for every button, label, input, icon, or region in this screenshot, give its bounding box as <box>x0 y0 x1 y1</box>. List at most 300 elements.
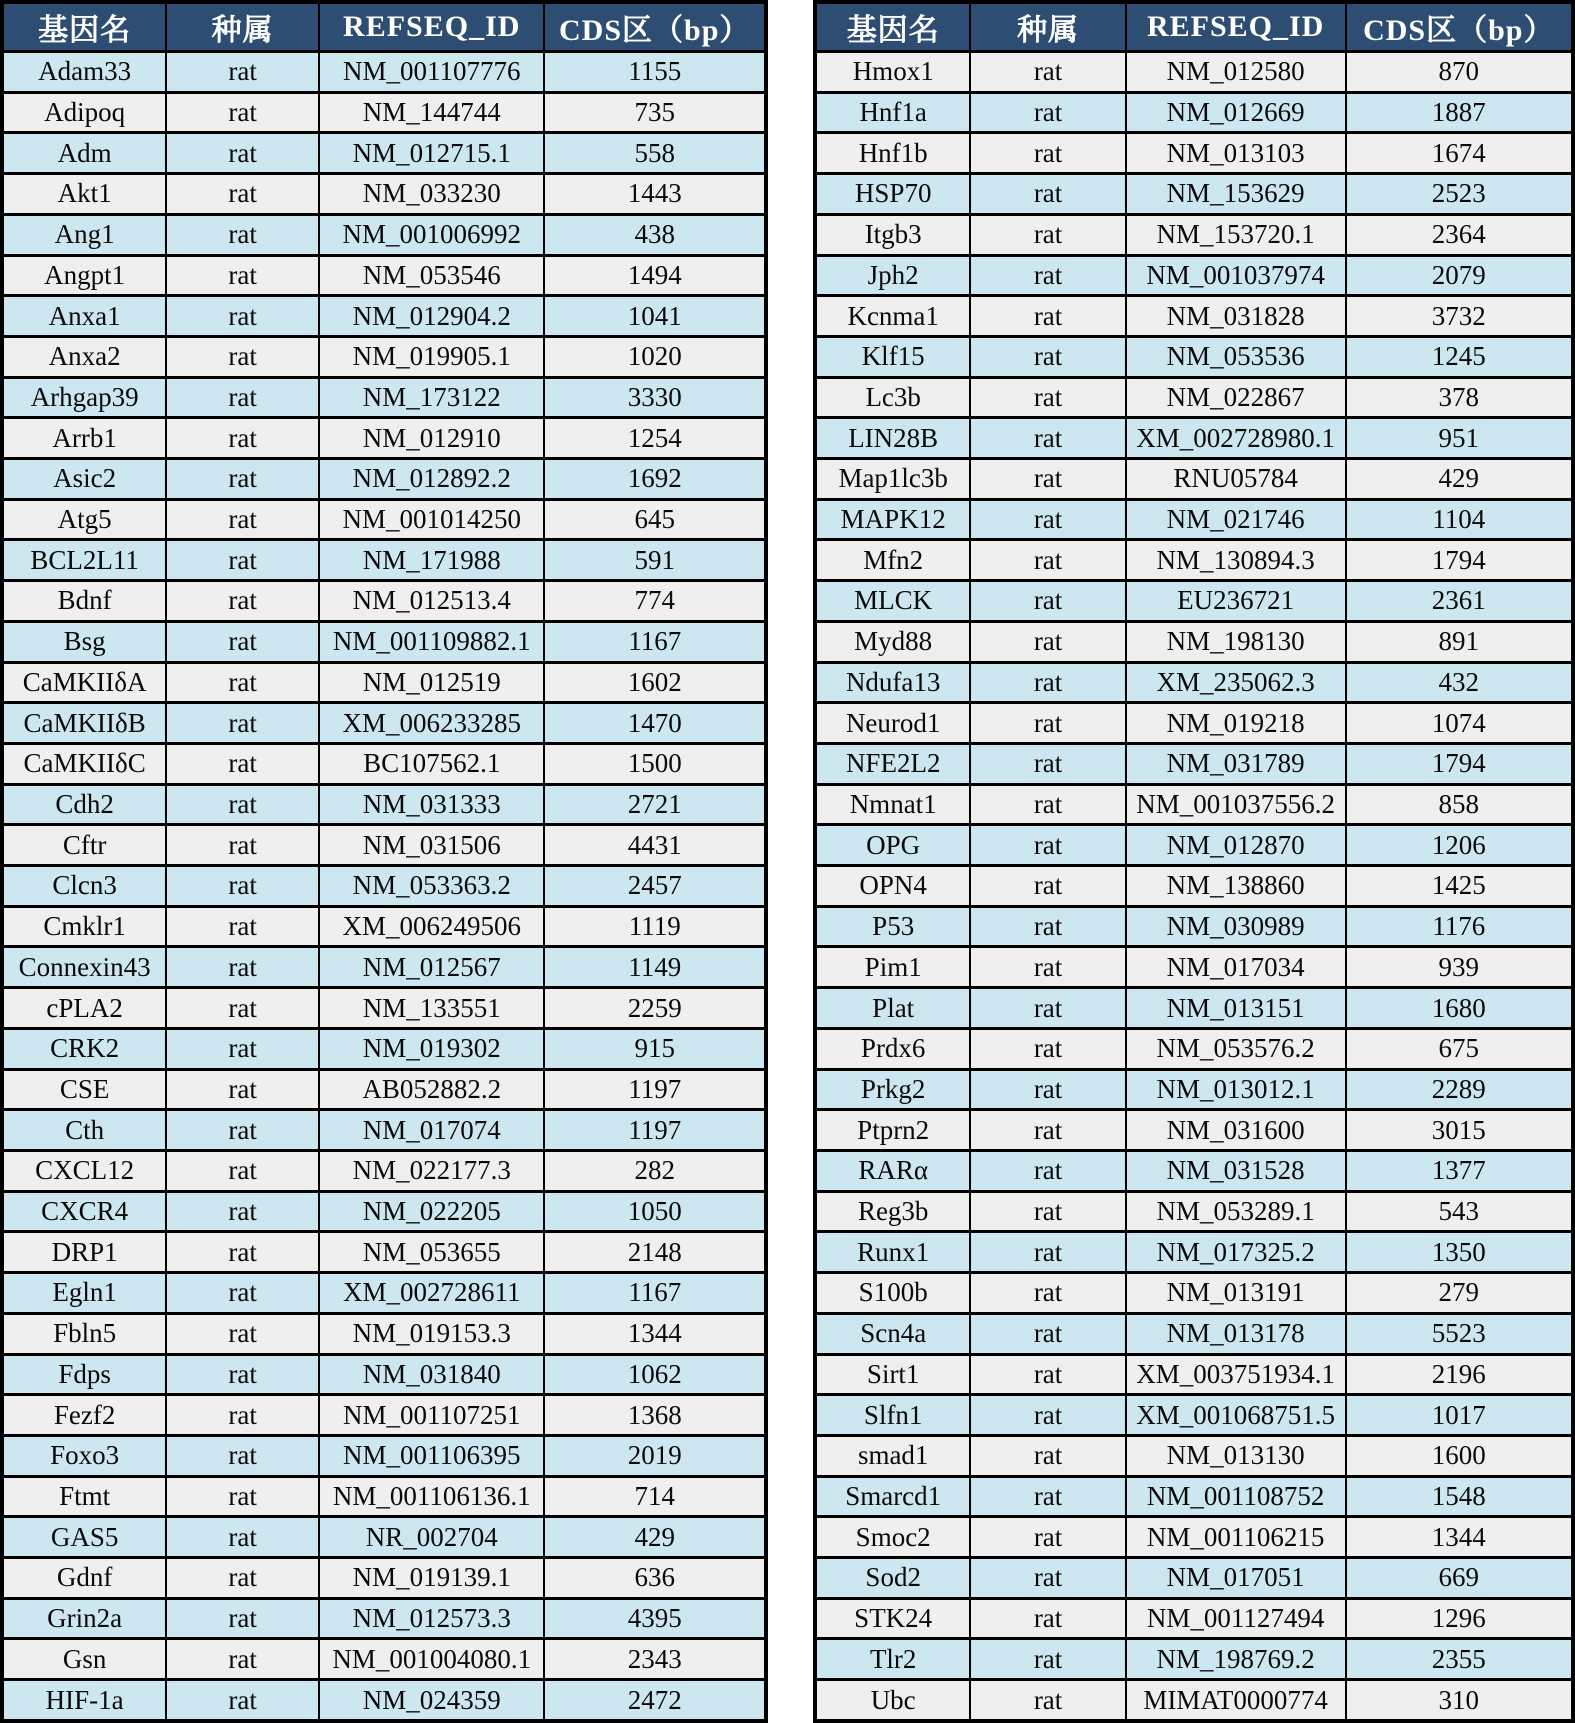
cell-refseq: NM_053655 <box>319 1232 544 1273</box>
column-header-gene: 基因名 <box>2 2 166 52</box>
table-row <box>815 214 1573 255</box>
table-row <box>2 1354 766 1395</box>
cell-gene: CXCR4 <box>2 1191 166 1232</box>
cell-refseq: NM_024359 <box>319 1680 544 1721</box>
cell-refseq: NM_019905.1 <box>319 336 544 377</box>
cell-cds: 558 <box>544 133 766 174</box>
cell-refseq: XM_002728611 <box>319 1273 544 1314</box>
cell-gene: NFE2L2 <box>815 743 970 784</box>
cell-species: rat <box>166 174 319 215</box>
cell-gene: Runx1 <box>815 1232 970 1273</box>
cell-refseq: AB052882.2 <box>319 1069 544 1110</box>
cell-cds: 735 <box>544 92 766 133</box>
table-row <box>2 214 766 255</box>
cell-species: rat <box>166 377 319 418</box>
cell-cds: 2523 <box>1346 174 1573 215</box>
cell-cds: 1377 <box>1346 1150 1573 1191</box>
cell-gene: CaMKIIδA <box>2 662 166 703</box>
cell-gene: Fbln5 <box>2 1313 166 1354</box>
cell-cds: 1167 <box>544 621 766 662</box>
cell-gene: Hmox1 <box>815 52 970 93</box>
cell-species: rat <box>166 1028 319 1069</box>
cell-cds: 1443 <box>544 174 766 215</box>
cell-refseq: NM_022205 <box>319 1191 544 1232</box>
cell-refseq: NM_017325.2 <box>1126 1232 1346 1273</box>
table-row <box>815 1598 1573 1639</box>
table-row <box>815 336 1573 377</box>
table-row <box>2 866 766 907</box>
cell-gene: Itgb3 <box>815 214 970 255</box>
cell-refseq: NM_001106395 <box>319 1435 544 1476</box>
cell-gene: MAPK12 <box>815 499 970 540</box>
cell-gene: OPG <box>815 825 970 866</box>
cell-cds: 951 <box>1346 418 1573 459</box>
table-row <box>815 1150 1573 1191</box>
table-row <box>815 459 1573 500</box>
cell-species: rat <box>970 743 1125 784</box>
cell-refseq: NM_013178 <box>1126 1313 1346 1354</box>
cell-gene: CSE <box>2 1069 166 1110</box>
cell-gene: BCL2L11 <box>2 540 166 581</box>
table-row <box>815 1558 1573 1599</box>
cell-species: rat <box>970 92 1125 133</box>
cell-species: rat <box>166 906 319 947</box>
table-row <box>815 1395 1573 1436</box>
table-row <box>2 1069 766 1110</box>
table-row <box>815 1191 1573 1232</box>
cell-species: rat <box>166 621 319 662</box>
cell-gene: Cftr <box>2 825 166 866</box>
table-row <box>815 133 1573 174</box>
cell-species: rat <box>166 459 319 500</box>
cell-cds: 2361 <box>1346 581 1573 622</box>
cell-species: rat <box>166 1435 319 1476</box>
cell-gene: OPN4 <box>815 866 970 907</box>
cell-gene: Cmklr1 <box>2 906 166 947</box>
table-header <box>2 2 766 52</box>
column-header-species: 种属 <box>970 2 1125 52</box>
cell-refseq: BC107562.1 <box>319 743 544 784</box>
cell-gene: Gsn <box>2 1639 166 1680</box>
table-row <box>815 52 1573 93</box>
table-row <box>2 1028 766 1069</box>
cell-refseq: NM_001106215 <box>1126 1517 1346 1558</box>
table-row <box>815 1435 1573 1476</box>
cell-refseq: NM_012580 <box>1126 52 1346 93</box>
cell-species: rat <box>166 133 319 174</box>
table-row <box>815 621 1573 662</box>
table-row <box>815 581 1573 622</box>
cell-refseq: NM_001037974 <box>1126 255 1346 296</box>
table-row <box>2 1110 766 1151</box>
cell-gene: Prkg2 <box>815 1069 970 1110</box>
cell-species: rat <box>166 336 319 377</box>
cell-gene: Anxa2 <box>2 336 166 377</box>
cell-species: rat <box>970 906 1125 947</box>
cell-species: rat <box>166 784 319 825</box>
table-row <box>2 825 766 866</box>
column-header-cds: CDS区（bp） <box>544 2 766 52</box>
cell-cds: 1692 <box>544 459 766 500</box>
table-row <box>815 377 1573 418</box>
cell-refseq: XM_006233285 <box>319 703 544 744</box>
cell-refseq: NM_031828 <box>1126 296 1346 337</box>
cell-gene: Map1lc3b <box>815 459 970 500</box>
cell-cds: 1167 <box>544 1273 766 1314</box>
cell-gene: Asic2 <box>2 459 166 500</box>
table-row <box>2 988 766 1029</box>
cell-refseq: NM_031600 <box>1126 1110 1346 1151</box>
cell-species: rat <box>970 1028 1125 1069</box>
cell-species: rat <box>166 418 319 459</box>
column-header-refseq: REFSEQ_ID <box>1126 2 1346 52</box>
cell-species: rat <box>166 1110 319 1151</box>
table-row <box>2 1476 766 1517</box>
cell-cds: 645 <box>544 499 766 540</box>
table-row <box>2 1191 766 1232</box>
cell-species: rat <box>166 1476 319 1517</box>
cell-cds: 3330 <box>544 377 766 418</box>
table-header <box>815 2 1573 52</box>
cell-cds: 5523 <box>1346 1313 1573 1354</box>
cell-species: rat <box>970 825 1125 866</box>
cell-cds: 774 <box>544 581 766 622</box>
cell-gene: Grin2a <box>2 1598 166 1639</box>
cell-gene: Ubc <box>815 1680 970 1721</box>
cell-refseq: NM_198769.2 <box>1126 1639 1346 1680</box>
cell-gene: Bsg <box>2 621 166 662</box>
cell-cds: 429 <box>544 1517 766 1558</box>
table-row <box>2 459 766 500</box>
cell-cds: 1050 <box>544 1191 766 1232</box>
cell-refseq: NM_153720.1 <box>1126 214 1346 255</box>
cell-cds: 2259 <box>544 988 766 1029</box>
table-row <box>815 906 1573 947</box>
cell-gene: Arhgap39 <box>2 377 166 418</box>
cell-cds: 1062 <box>544 1354 766 1395</box>
cell-species: rat <box>970 662 1125 703</box>
cell-species: rat <box>970 1476 1125 1517</box>
table-row <box>815 703 1573 744</box>
cell-species: rat <box>166 1069 319 1110</box>
table-row <box>815 174 1573 215</box>
cell-cds: 310 <box>1346 1680 1573 1721</box>
table-body <box>815 52 1573 1722</box>
table-row <box>2 92 766 133</box>
cell-gene: CRK2 <box>2 1028 166 1069</box>
cell-gene: Cth <box>2 1110 166 1151</box>
table-row <box>815 1110 1573 1151</box>
cell-cds: 432 <box>1346 662 1573 703</box>
cell-cds: 870 <box>1346 52 1573 93</box>
cell-cds: 2355 <box>1346 1639 1573 1680</box>
cell-refseq: NR_002704 <box>319 1517 544 1558</box>
cell-refseq: NM_019139.1 <box>319 1558 544 1599</box>
cell-gene: Myd88 <box>815 621 970 662</box>
cell-refseq: NM_013191 <box>1126 1273 1346 1314</box>
cell-cds: 282 <box>544 1150 766 1191</box>
cell-cds: 2019 <box>544 1435 766 1476</box>
cell-cds: 714 <box>544 1476 766 1517</box>
table-row <box>815 1313 1573 1354</box>
cell-refseq: NM_031789 <box>1126 743 1346 784</box>
cell-cds: 438 <box>544 214 766 255</box>
cell-refseq: NM_012573.3 <box>319 1598 544 1639</box>
cell-species: rat <box>166 1191 319 1232</box>
table-row <box>2 1395 766 1436</box>
cell-cds: 1017 <box>1346 1395 1573 1436</box>
cell-refseq: NM_019153.3 <box>319 1313 544 1354</box>
cell-cds: 2721 <box>544 784 766 825</box>
cell-refseq: NM_019218 <box>1126 703 1346 744</box>
cell-cds: 1197 <box>544 1110 766 1151</box>
cell-species: rat <box>970 459 1125 500</box>
cell-refseq: NM_021746 <box>1126 499 1346 540</box>
cell-cds: 1041 <box>544 296 766 337</box>
cell-cds: 1254 <box>544 418 766 459</box>
table-row <box>2 336 766 377</box>
cell-gene: Plat <box>815 988 970 1029</box>
cell-cds: 2457 <box>544 866 766 907</box>
cell-species: rat <box>970 499 1125 540</box>
cell-cds: 1245 <box>1346 336 1573 377</box>
table-row <box>2 1232 766 1273</box>
cell-gene: CXCL12 <box>2 1150 166 1191</box>
table-row <box>815 1069 1573 1110</box>
cell-refseq: NM_017051 <box>1126 1558 1346 1599</box>
cell-cds: 1197 <box>544 1069 766 1110</box>
cell-species: rat <box>970 1395 1125 1436</box>
cell-gene: Mfn2 <box>815 540 970 581</box>
cell-species: rat <box>166 1273 319 1314</box>
cell-cds: 1119 <box>544 906 766 947</box>
cell-species: rat <box>166 662 319 703</box>
cell-refseq: NM_013151 <box>1126 988 1346 1029</box>
table-row <box>2 947 766 988</box>
cell-cds: 1020 <box>544 336 766 377</box>
cell-gene: Tlr2 <box>815 1639 970 1680</box>
cell-refseq: NM_022177.3 <box>319 1150 544 1191</box>
cell-gene: Lc3b <box>815 377 970 418</box>
cell-species: rat <box>166 703 319 744</box>
table-row <box>2 1558 766 1599</box>
table-row <box>815 743 1573 784</box>
cell-gene: Smoc2 <box>815 1517 970 1558</box>
cell-species: rat <box>970 296 1125 337</box>
cell-refseq: NM_012870 <box>1126 825 1346 866</box>
cell-refseq: EU236721 <box>1126 581 1346 622</box>
cell-gene: Prdx6 <box>815 1028 970 1069</box>
cell-refseq: NM_012904.2 <box>319 296 544 337</box>
cell-species: rat <box>970 1354 1125 1395</box>
table-row <box>2 377 766 418</box>
cell-species: rat <box>970 947 1125 988</box>
table-row <box>2 1598 766 1639</box>
cell-refseq: NM_053289.1 <box>1126 1191 1346 1232</box>
cell-species: rat <box>166 1558 319 1599</box>
cell-gene: Atg5 <box>2 499 166 540</box>
cell-gene: Anxa1 <box>2 296 166 337</box>
cell-refseq: XM_235062.3 <box>1126 662 1346 703</box>
cell-refseq: NM_171988 <box>319 540 544 581</box>
cell-gene: Sod2 <box>815 1558 970 1599</box>
cell-cds: 2472 <box>544 1680 766 1721</box>
cell-refseq: NM_013103 <box>1126 133 1346 174</box>
cell-species: rat <box>970 1110 1125 1151</box>
cell-refseq: NM_153629 <box>1126 174 1346 215</box>
cell-cds: 2196 <box>1346 1354 1573 1395</box>
cell-cds: 669 <box>1346 1558 1573 1599</box>
cell-refseq: NM_031506 <box>319 825 544 866</box>
cell-gene: S100b <box>815 1273 970 1314</box>
cell-gene: Egln1 <box>2 1273 166 1314</box>
table-row <box>2 174 766 215</box>
cell-cds: 1500 <box>544 743 766 784</box>
cell-cds: 1470 <box>544 703 766 744</box>
table-row <box>2 906 766 947</box>
cell-cds: 1368 <box>544 1395 766 1436</box>
cell-gene: Akt1 <box>2 174 166 215</box>
table-row <box>2 784 766 825</box>
cell-cds: 891 <box>1346 621 1573 662</box>
cell-species: rat <box>970 1273 1125 1314</box>
cell-cds: 858 <box>1346 784 1573 825</box>
column-header-species: 种属 <box>166 2 319 52</box>
table-row <box>2 1150 766 1191</box>
cell-gene: Slfn1 <box>815 1395 970 1436</box>
cell-gene: Hnf1a <box>815 92 970 133</box>
cell-species: rat <box>166 1354 319 1395</box>
cell-species: rat <box>166 499 319 540</box>
cell-refseq: NM_031528 <box>1126 1150 1346 1191</box>
table-row <box>815 1639 1573 1680</box>
cell-species: rat <box>166 1232 319 1273</box>
cell-refseq: NM_001108752 <box>1126 1476 1346 1517</box>
cell-species: rat <box>166 1517 319 1558</box>
table-row <box>815 825 1573 866</box>
cell-refseq: XM_002728980.1 <box>1126 418 1346 459</box>
cell-gene: P53 <box>815 906 970 947</box>
cell-species: rat <box>166 92 319 133</box>
cell-species: rat <box>970 255 1125 296</box>
cell-cds: 279 <box>1346 1273 1573 1314</box>
cell-species: rat <box>970 1191 1125 1232</box>
cell-gene: Cdh2 <box>2 784 166 825</box>
cell-species: rat <box>970 1435 1125 1476</box>
table-row <box>2 1313 766 1354</box>
cell-refseq: NM_033230 <box>319 174 544 215</box>
cell-species: rat <box>970 1517 1125 1558</box>
cell-refseq: NM_144744 <box>319 92 544 133</box>
cell-cds: 3015 <box>1346 1110 1573 1151</box>
cell-refseq: NM_012513.4 <box>319 581 544 622</box>
cell-species: rat <box>970 1150 1125 1191</box>
cell-refseq: NM_012892.2 <box>319 459 544 500</box>
cell-species: rat <box>970 784 1125 825</box>
cell-refseq: NM_031333 <box>319 784 544 825</box>
cell-gene: RARα <box>815 1150 970 1191</box>
cell-gene: Gdnf <box>2 1558 166 1599</box>
cell-gene: Adipoq <box>2 92 166 133</box>
cell-cds: 1206 <box>1346 825 1573 866</box>
cell-cds: 3732 <box>1346 296 1573 337</box>
cell-species: rat <box>970 1680 1125 1721</box>
header-row <box>2 2 766 52</box>
table-row <box>815 784 1573 825</box>
cell-gene: Fdps <box>2 1354 166 1395</box>
cell-refseq: NM_013130 <box>1126 1435 1346 1476</box>
cell-gene: Neurod1 <box>815 703 970 744</box>
cell-refseq: NM_012910 <box>319 418 544 459</box>
table-row <box>815 1028 1573 1069</box>
cell-gene: Connexin43 <box>2 947 166 988</box>
cell-species: rat <box>166 1680 319 1721</box>
cell-cds: 591 <box>544 540 766 581</box>
cell-refseq: NM_012567 <box>319 947 544 988</box>
table-row <box>2 255 766 296</box>
cell-species: rat <box>166 296 319 337</box>
cell-cds: 2079 <box>1346 255 1573 296</box>
cell-gene: Ang1 <box>2 214 166 255</box>
cell-cds: 915 <box>544 1028 766 1069</box>
gene-table-left <box>0 0 768 1723</box>
cell-refseq: NM_053546 <box>319 255 544 296</box>
table-row <box>815 296 1573 337</box>
cell-cds: 2343 <box>544 1639 766 1680</box>
cell-species: rat <box>970 1598 1125 1639</box>
cell-refseq: NM_022867 <box>1126 377 1346 418</box>
cell-refseq: NM_031840 <box>319 1354 544 1395</box>
cell-refseq: XM_006249506 <box>319 906 544 947</box>
cell-species: rat <box>166 214 319 255</box>
cell-cds: 1425 <box>1346 866 1573 907</box>
cell-species: rat <box>166 947 319 988</box>
cell-cds: 1548 <box>1346 1476 1573 1517</box>
cell-gene: Reg3b <box>815 1191 970 1232</box>
cell-cds: 1074 <box>1346 703 1573 744</box>
cell-refseq: NM_001107776 <box>319 52 544 93</box>
table-row <box>2 418 766 459</box>
table-row <box>815 866 1573 907</box>
cell-species: rat <box>970 1558 1125 1599</box>
cell-refseq: NM_001037556.2 <box>1126 784 1346 825</box>
cell-gene: Pim1 <box>815 947 970 988</box>
cell-cds: 429 <box>1346 459 1573 500</box>
cell-species: rat <box>166 1313 319 1354</box>
cell-gene: STK24 <box>815 1598 970 1639</box>
cell-species: rat <box>970 418 1125 459</box>
cell-gene: CaMKIIδC <box>2 743 166 784</box>
table-row <box>2 662 766 703</box>
cell-gene: Fezf2 <box>2 1395 166 1436</box>
cell-refseq: XM_001068751.5 <box>1126 1395 1346 1436</box>
cell-cds: 2289 <box>1346 1069 1573 1110</box>
cell-species: rat <box>970 621 1125 662</box>
cell-cds: 1155 <box>544 52 766 93</box>
cell-species: rat <box>970 1639 1125 1680</box>
cell-species: rat <box>970 1232 1125 1273</box>
cell-refseq: XM_003751934.1 <box>1126 1354 1346 1395</box>
column-header-cds: CDS区（bp） <box>1346 2 1573 52</box>
cell-refseq: NM_012715.1 <box>319 133 544 174</box>
table-row <box>2 1680 766 1721</box>
cell-cds: 1602 <box>544 662 766 703</box>
table-row <box>2 1639 766 1680</box>
cell-gene: Sirt1 <box>815 1354 970 1395</box>
cell-refseq: NM_017074 <box>319 1110 544 1151</box>
cell-gene: Ftmt <box>2 1476 166 1517</box>
cell-cds: 1494 <box>544 255 766 296</box>
